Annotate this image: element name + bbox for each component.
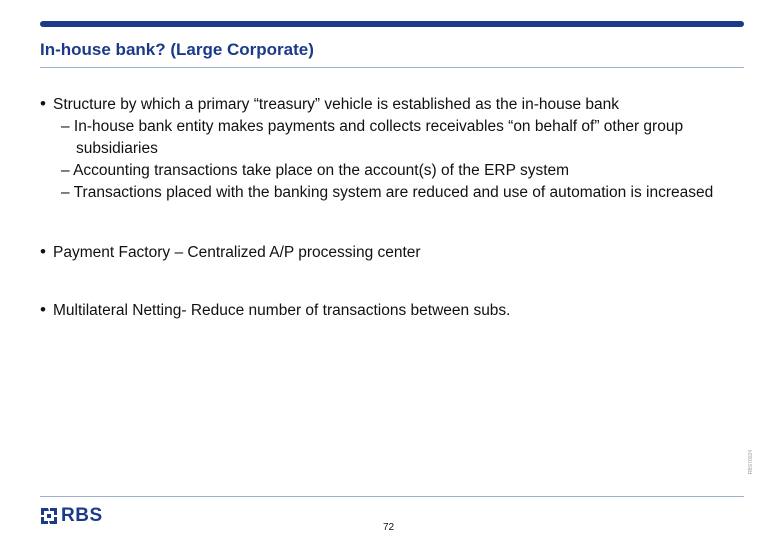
bullet-item <box>40 242 750 264</box>
sub-bullet-item: – Transactions placed with the banking system are reduced and use of automation is increased <box>61 184 714 201</box>
daisy-wheel-icon <box>40 507 58 525</box>
bullet-text: Structure by which a primary “treasury” vehicle is established as the in-house bank <box>53 96 620 113</box>
bullet-text: Multilateral Netting- Reduce number of transactions between subs. <box>53 302 511 319</box>
bullet-text: Payment Factory – Centralized A/P processing center <box>53 244 421 261</box>
sub-bullet-item: – Accounting transactions take place on the account(s) of the ERP system <box>61 162 570 179</box>
page-number: 72 <box>383 522 395 533</box>
logo-wordmark: RBS <box>61 505 103 526</box>
bullet-marker: • <box>40 300 46 319</box>
bullet-item <box>40 94 750 116</box>
slide-body <box>40 94 750 322</box>
bullet-item <box>40 300 750 322</box>
top-banner-bar <box>40 21 744 27</box>
footer-divider <box>40 496 744 497</box>
bullet-marker: • <box>40 242 46 261</box>
rbs-logo <box>40 505 103 527</box>
document-code: RBS70024 <box>748 450 754 475</box>
title-divider <box>40 67 744 68</box>
bullet-marker: • <box>40 94 46 113</box>
sub-bullet-item: – In-house bank entity makes payments and collects receivables “on behalf of” other group subsidiaries <box>61 118 684 157</box>
slide-title: In-house bank? (Large Corporate) <box>40 40 314 59</box>
